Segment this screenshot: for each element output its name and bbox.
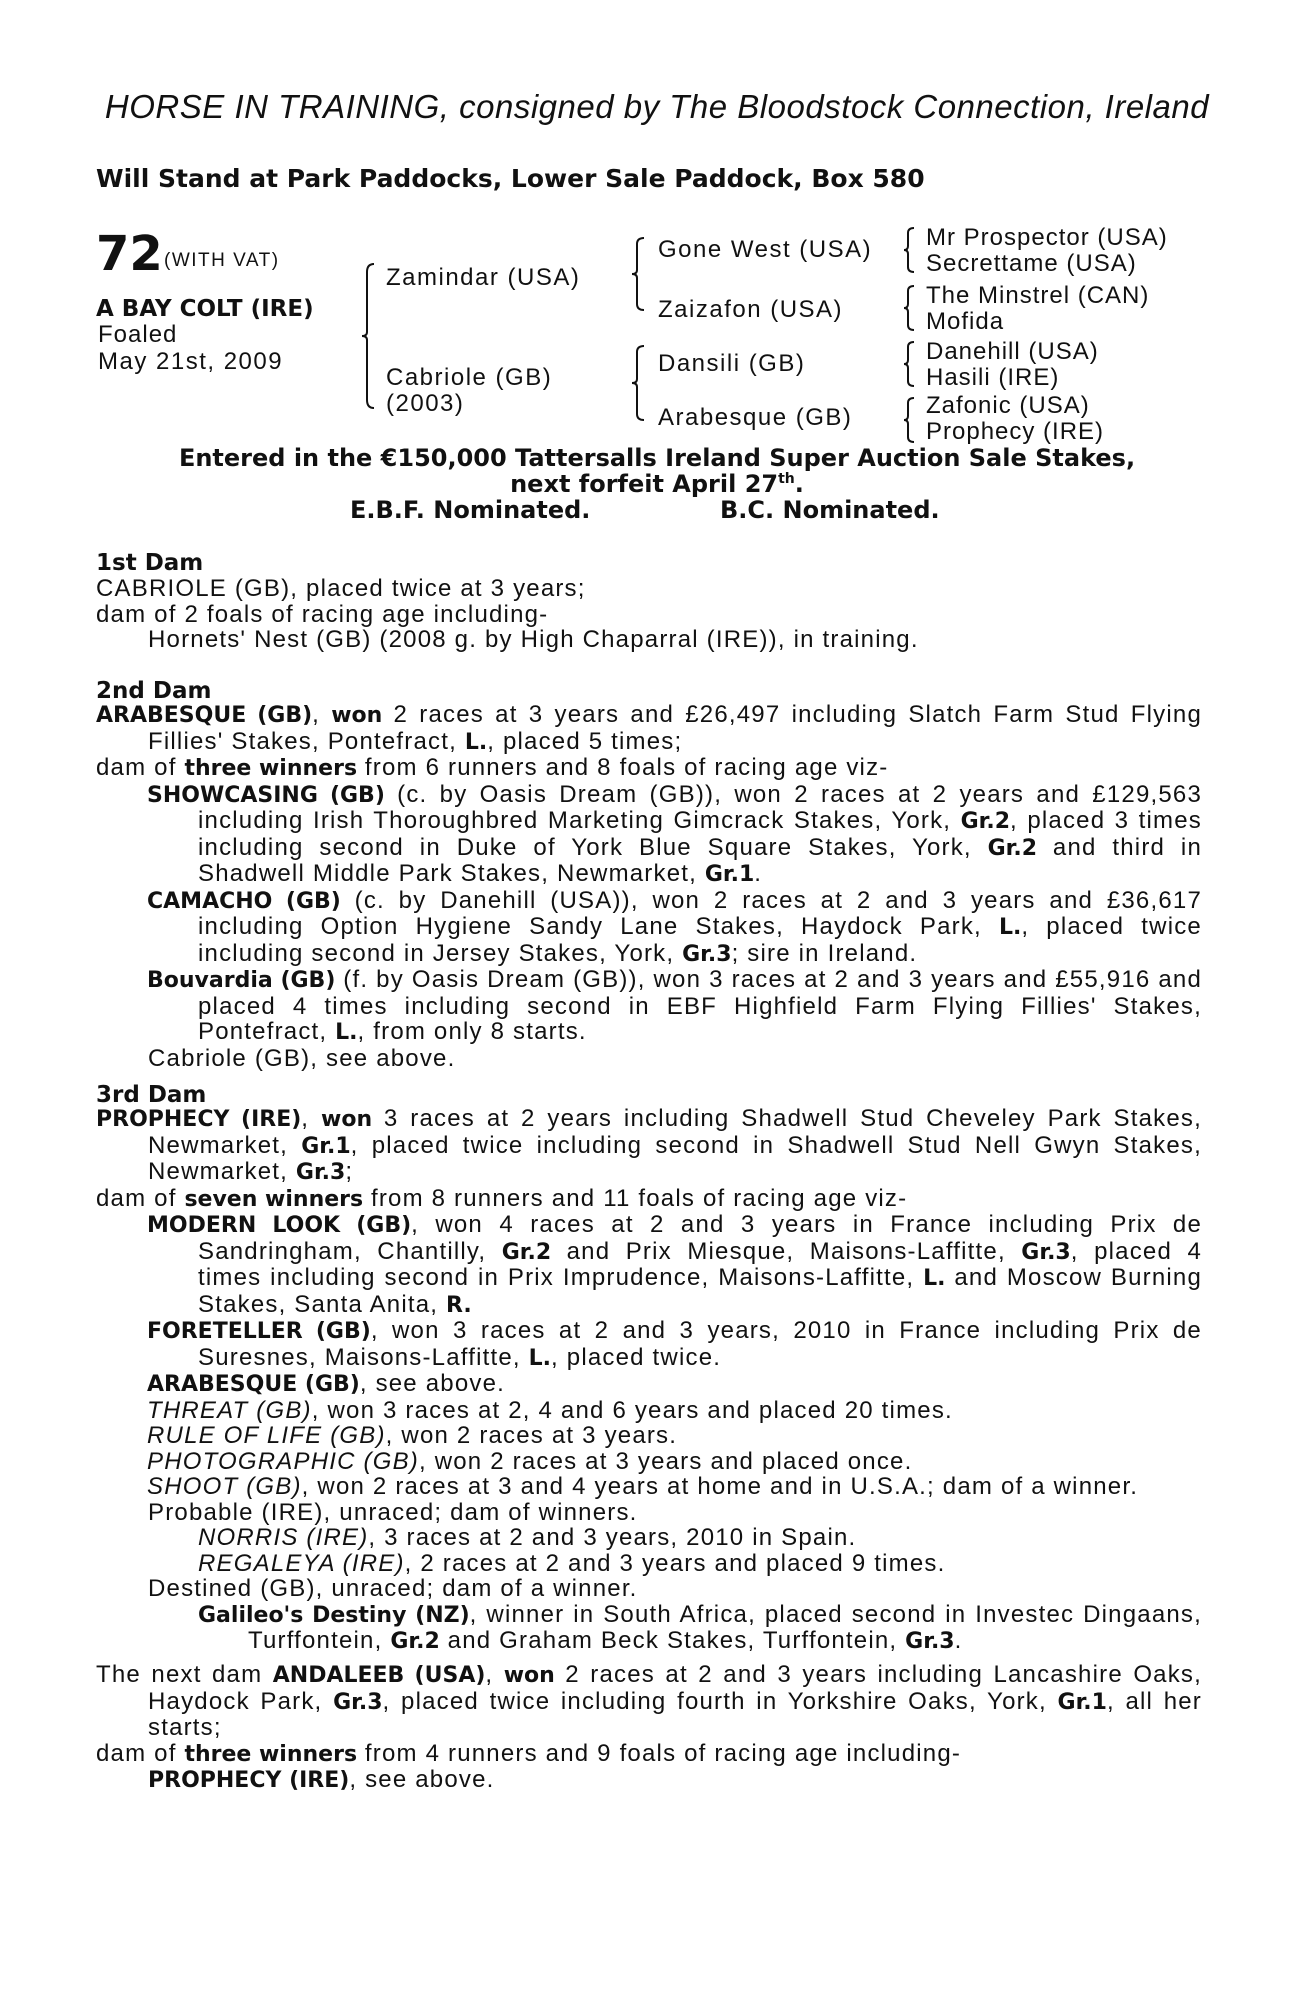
first-dam-line-3: Hornets' Nest (GB) (2008 g. by High Chaparral (IRE)), in training. bbox=[148, 626, 919, 653]
pedigree-dam-dam: Arabesque (GB) bbox=[658, 404, 853, 431]
first-dam-line-2: dam of 2 foals of racing age including- bbox=[96, 600, 549, 628]
pedigree-g3-7: Zafonic (USA) bbox=[926, 392, 1090, 419]
probable-foal-norris: NORRIS (IRE), 3 races at 2 and 3 years, 2010 in Spain. bbox=[198, 1524, 857, 1551]
second-dam-summary: ARABESQUE (GB), won 2 races at 3 years and £26,497 including Slatch Farm Stud Flying Fillies' Stakes, Pontefract, L., placed 5 times; bbox=[96, 701, 1202, 755]
third-dam-foal-destined: Destined (GB), unraced; dam of a winner. bbox=[148, 1575, 638, 1602]
next-dam-summary: The next dam ANDALEEB (USA), won 2 races at 2 and 3 years including Lancashire Oaks, Haydock Park, Gr.3, placed twice including fourth in Yorkshire Oaks, York, Gr.1, all her starts; bbox=[96, 1661, 1202, 1741]
foaled-date: May 21st, 2009 bbox=[98, 348, 284, 375]
pedigree-g3-2: Secrettame (USA) bbox=[926, 250, 1137, 277]
second-dam-produce: dam of three winners from 6 runners and 8 foals of racing age viz- bbox=[96, 754, 889, 781]
second-dam-foal-camacho: CAMACHO (GB) (c. by Danehill (USA)), won 2 races at 2 and 3 years and £36,617 including Option Hygiene Sandy Lane Stakes, Haydock Park, L., placed twice including second in Jersey Stakes, York, Gr.3; sire in Ireland. bbox=[147, 886, 1202, 967]
pedigree-bracket-dam bbox=[630, 344, 650, 422]
lot-description: A BAY COLT (IRE) bbox=[96, 296, 314, 322]
third-dam-foal-rule-of-life: RULE OF LIFE (GB), won 2 races at 3 years. bbox=[147, 1422, 678, 1449]
next-dam-produce: dam of three winners from 4 runners and 9 foals of racing age including- bbox=[96, 1739, 962, 1767]
second-dam-foal-showcasing: SHOWCASING (GB) (c. by Oasis Dream (GB)), won 2 races at 2 years and £129,563 including Irish Thoroughbred Marketing Gimcrack Stakes, York, Gr.2, placed 3 times including second in Duke of York Blue Square Stakes, York, Gr.2 and third in Shadwell Middle Park Stakes, Newmarket, Gr.1. bbox=[147, 780, 1202, 887]
ebf-nominated: E.B.F. Nominated. bbox=[350, 496, 591, 524]
first-dam-heading: 1st Dam bbox=[96, 550, 204, 576]
next-dam-section bbox=[96, 1662, 1202, 1794]
pedigree-dam: Cabriole (GB) bbox=[386, 364, 553, 391]
lot-number: 72 bbox=[96, 226, 163, 282]
pedigree-sire: Zamindar (USA) bbox=[386, 264, 581, 291]
foaled-label: Foaled bbox=[98, 321, 178, 348]
pedigree-sire-sire: Gone West (USA) bbox=[658, 236, 873, 263]
second-dam-heading: 2nd Dam bbox=[96, 678, 212, 704]
third-dam-foal-modern-look: MODERN LOOK (GB), won 4 races at 2 and 3 years in France including Prix de Sandringham, Chantilly, Gr.2 and Prix Miesque, Maisons-Laffitte, Gr.3, placed 4 times including second in Prix Imprudence, Maisons-Laffitte, L. and Moscow Burning Stakes, Santa Anita, R. bbox=[147, 1211, 1203, 1318]
vat-note: (WITH VAT) bbox=[164, 250, 280, 271]
stand-location: Will Stand at Park Paddocks, Lower Sale Paddock, Box 580 bbox=[96, 164, 925, 193]
probable-foal-regaleya: REGALEYA (IRE), 2 races at 2 and 3 years and placed 9 times. bbox=[198, 1549, 946, 1577]
pedigree-g3-5: Danehill (USA) bbox=[926, 338, 1099, 365]
pedigree-bracket-g3 bbox=[902, 340, 918, 388]
second-dam-see-above: Cabriole (GB), see above. bbox=[148, 1044, 456, 1072]
third-dam-section bbox=[96, 1106, 1202, 1655]
pedigree-dam-year: (2003) bbox=[386, 390, 465, 417]
third-dam-foal-threat: THREAT (GB), won 3 races at 2, 4 and 6 years and placed 20 times. bbox=[147, 1396, 953, 1424]
third-dam-foal-arabesque: ARABESQUE (GB), see above. bbox=[147, 1370, 505, 1397]
pedigree-sire-dam: Zaizafon (USA) bbox=[658, 296, 844, 323]
second-dam-foal-bouvardia: Bouvardia (GB) (f. by Oasis Dream (GB)), won 3 races at 2 and 3 years and £55,916 and placed 4 times including second in EBF Highfield Farm Flying Fillies' Stakes, Pontefract, L., from only 8 starts. bbox=[147, 966, 1202, 1045]
entry-line-2: next forfeit April 27th. bbox=[510, 470, 804, 498]
pedigree-g3-4: Mofida bbox=[926, 308, 1005, 335]
pedigree-g3-6: Hasili (IRE) bbox=[926, 364, 1060, 391]
third-dam-foal-foreteller: FORETELLER (GB), won 3 races at 2 and 3 years, 2010 in France including Prix de Suresnes, Maisons-Laffitte, L., placed twice. bbox=[147, 1317, 1202, 1371]
pedigree-g3-8: Prophecy (IRE) bbox=[926, 418, 1105, 445]
pedigree-g3-1: Mr Prospector (USA) bbox=[926, 224, 1168, 251]
pedigree-bracket-sire bbox=[630, 236, 650, 312]
third-dam-summary: PROPHECY (IRE), won 3 races at 2 years including Shadwell Stud Cheveley Park Stakes, Newmarket, Gr.1, placed twice including second in Shadwell Stud Nell Gwyn Stakes, Newmarket, Gr.3; bbox=[96, 1105, 1202, 1185]
pedigree-bracket-g2 bbox=[902, 284, 918, 332]
third-dam-foal-shoot: SHOOT (GB), won 2 races at 3 and 4 years at home and in U.S.A.; dam of a winner. bbox=[147, 1473, 1139, 1500]
pedigree-bracket-g1 bbox=[902, 226, 918, 274]
first-dam-section bbox=[96, 576, 1202, 653]
pedigree-g3-3: The Minstrel (CAN) bbox=[926, 282, 1150, 309]
entry-line-1: Entered in the €150,000 Tattersalls Ireland Super Auction Sale Stakes, bbox=[178, 444, 1136, 472]
third-dam-produce: dam of seven winners from 8 runners and 11 foals of racing age viz- bbox=[96, 1184, 908, 1212]
first-dam-line-1: CABRIOLE (GB), placed twice at 3 years; bbox=[96, 575, 586, 602]
third-dam-foal-probable: Probable (IRE), unraced; dam of winners. bbox=[148, 1498, 638, 1526]
third-dam-foal-photographic: PHOTOGRAPHIC (GB), won 2 races at 3 years and placed once. bbox=[147, 1447, 913, 1475]
third-dam-heading: 3rd Dam bbox=[96, 1082, 207, 1108]
next-dam-foal-prophecy: PROPHECY (IRE), see above. bbox=[148, 1766, 495, 1793]
second-dam-section bbox=[96, 702, 1202, 1071]
pedigree-bracket-1 bbox=[360, 262, 380, 410]
destined-foal-galileos-destiny: Galileo's Destiny (NZ), winner in South Africa, placed second in Investec Dingaans, Turffontein, Gr.2 and Graham Beck Stakes, Turffontein, Gr.3. bbox=[198, 1600, 1202, 1654]
pedigree-bracket-g4 bbox=[902, 396, 918, 444]
bc-nominated: B.C. Nominated. bbox=[720, 496, 940, 524]
page-title: HORSE IN TRAINING, consigned by The Bloodstock Connection, Ireland bbox=[104, 88, 1210, 125]
pedigree-dam-sire: Dansili (GB) bbox=[658, 350, 806, 377]
